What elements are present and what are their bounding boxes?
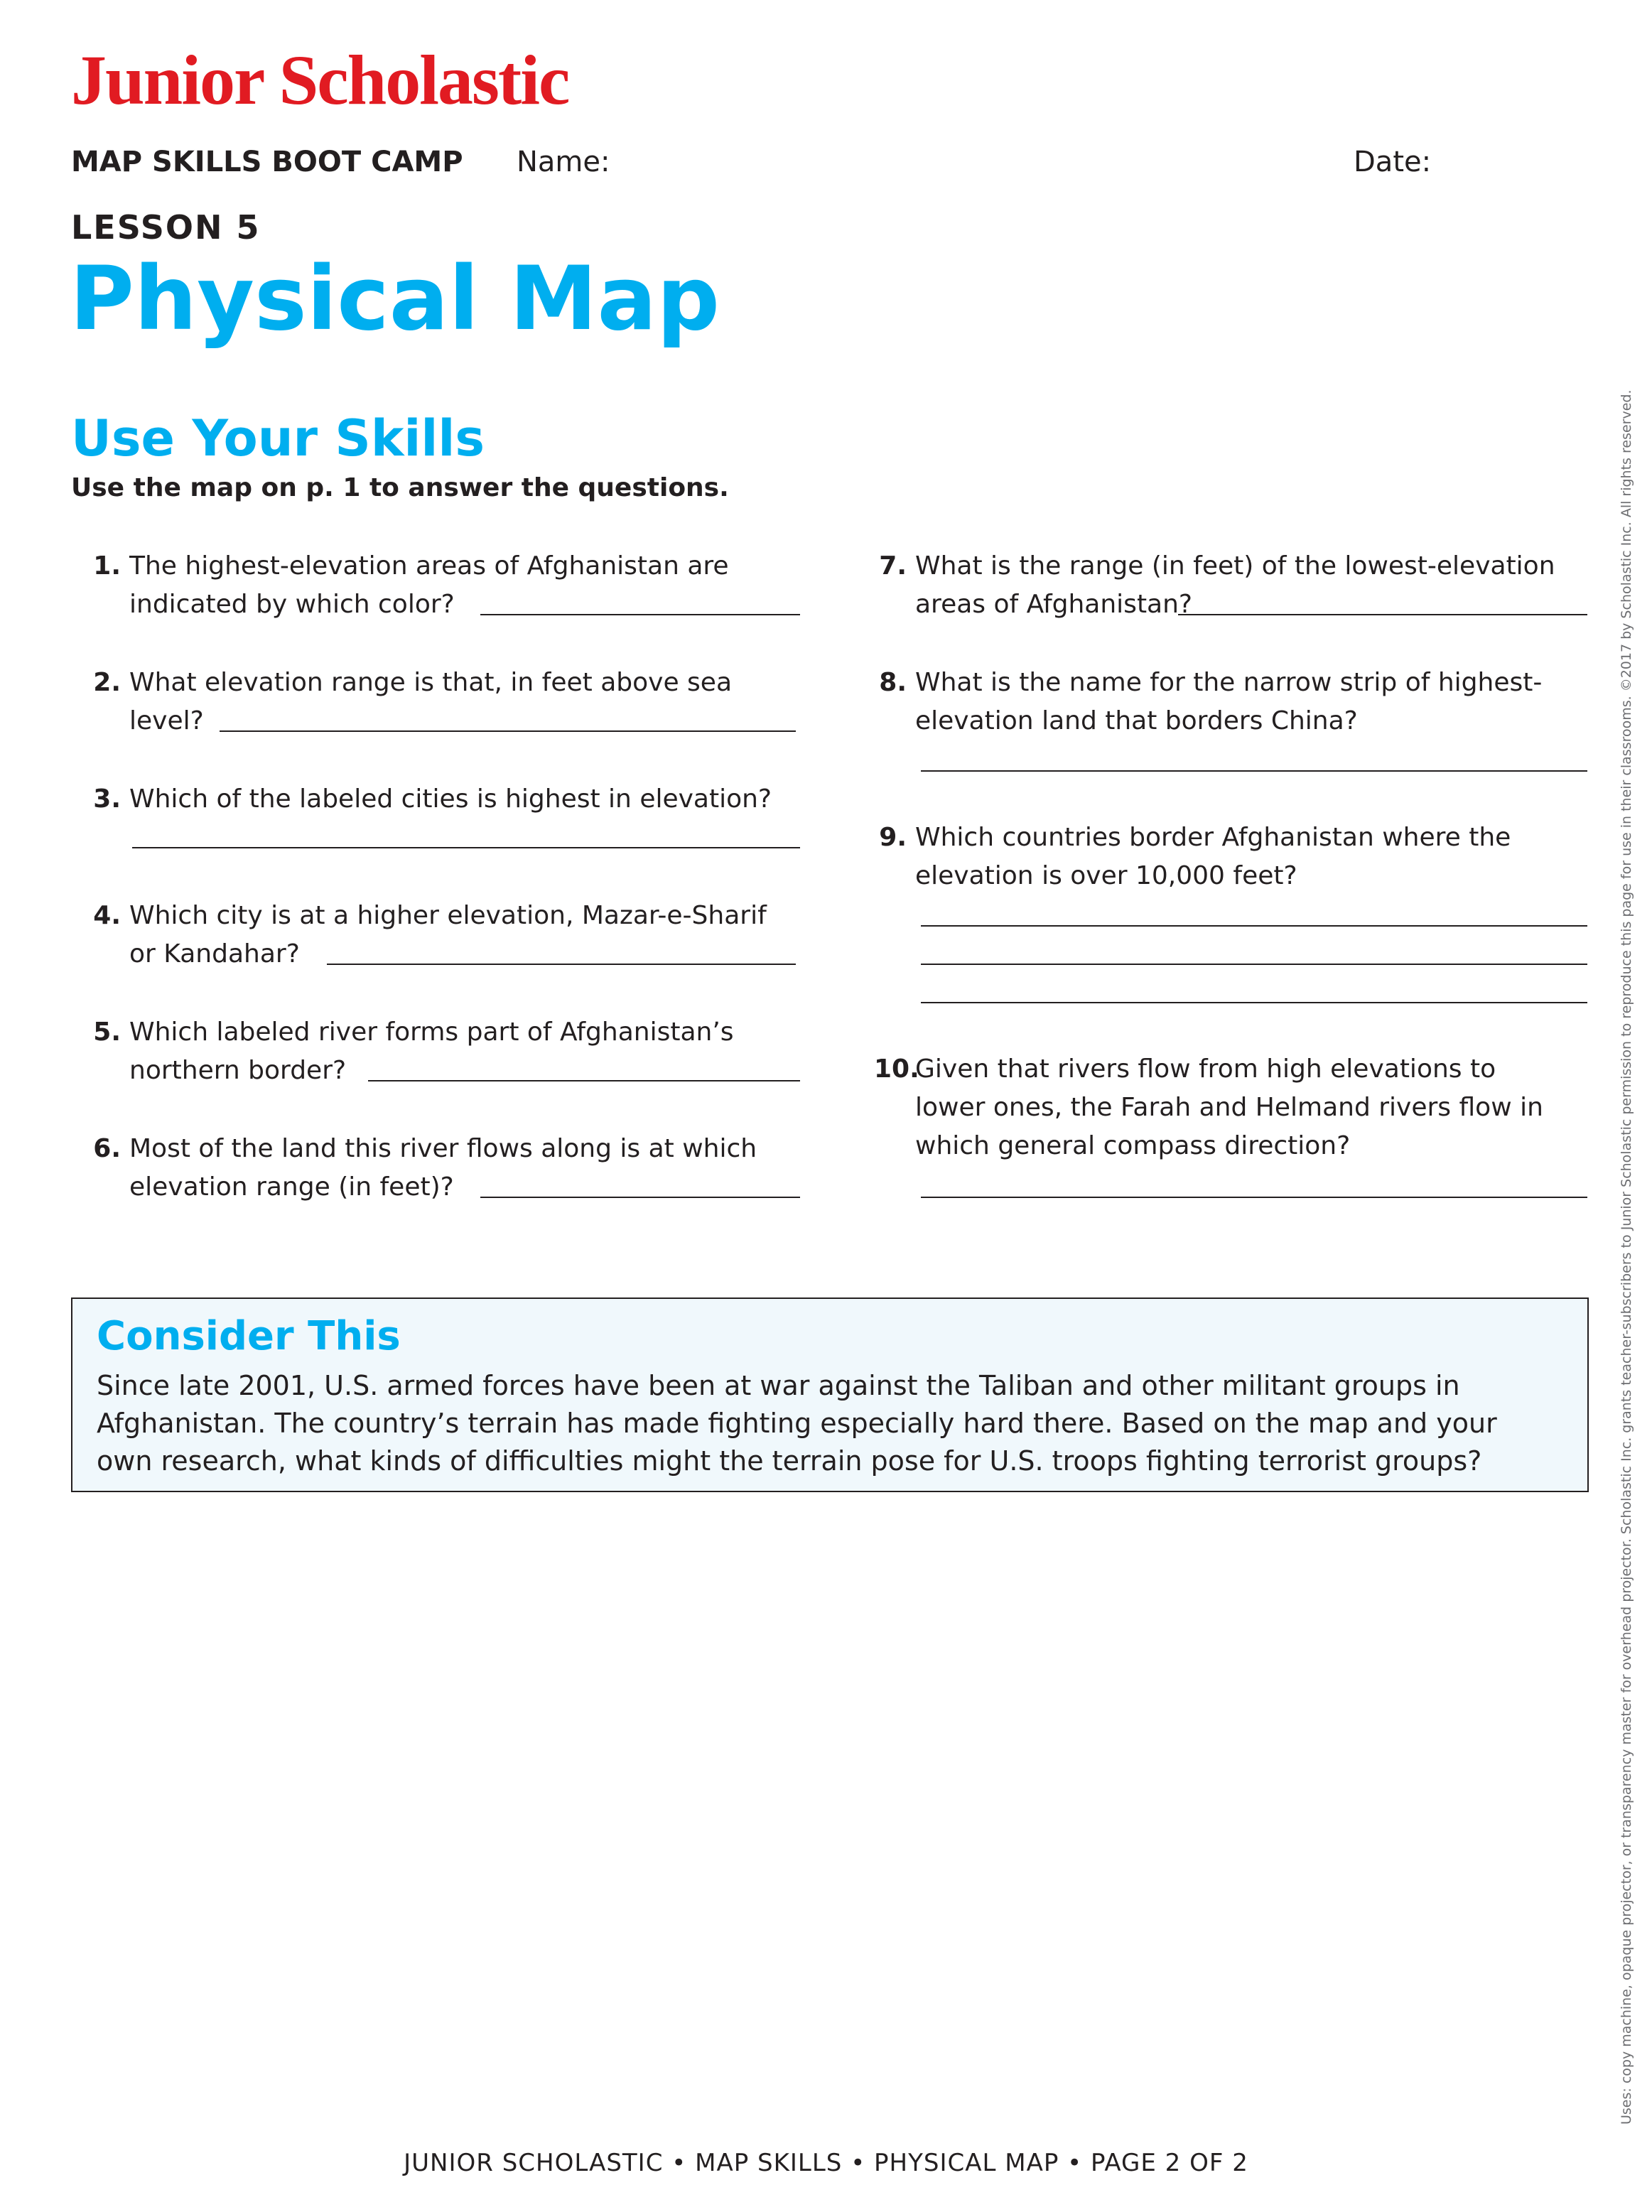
name-label: Name: xyxy=(517,146,610,178)
question-number: 2. xyxy=(93,668,121,697)
question-number: 4. xyxy=(93,901,121,930)
question-10 xyxy=(874,1050,1592,1167)
answer-line-6[interactable] xyxy=(480,1197,800,1198)
section-heading: Use Your Skills xyxy=(71,409,485,468)
question-number: 8. xyxy=(879,668,907,697)
answer-line-9b[interactable] xyxy=(921,964,1587,965)
answer-line-2[interactable] xyxy=(220,730,796,732)
question-text: indicated by which color? xyxy=(129,590,455,619)
answer-line-9c[interactable] xyxy=(921,1002,1587,1003)
question-text: elevation land that borders China? xyxy=(915,706,1358,735)
page-footer: JUNIOR SCHOLASTIC • MAP SKILLS • PHYSICAL MAP • PAGE 2 OF 2 xyxy=(404,2149,1248,2177)
answer-line-4[interactable] xyxy=(327,964,796,965)
question-text: The highest-elevation areas of Afghanistan are xyxy=(129,551,729,581)
question-text: elevation range (in feet)? xyxy=(129,1172,454,1202)
answer-line-7[interactable] xyxy=(1178,614,1587,615)
question-text: areas of Afghanistan? xyxy=(915,590,1193,619)
consider-this-box xyxy=(71,1297,1589,1492)
answer-line-3[interactable] xyxy=(132,847,800,848)
question-text: Given that rivers flow from high elevations to xyxy=(915,1054,1496,1084)
question-8 xyxy=(874,664,1592,742)
question-text: northern border? xyxy=(129,1056,347,1085)
question-text: Which labeled river forms part of Afghanistan’s xyxy=(129,1018,734,1047)
question-text: What is the range (in feet) of the lowest-elevation xyxy=(915,551,1555,581)
question-text: Most of the land this river flows along is at which xyxy=(129,1134,757,1163)
question-text: What elevation range is that, in feet above sea xyxy=(129,668,733,697)
answer-line-1[interactable] xyxy=(480,614,800,615)
consider-heading: Consider This xyxy=(97,1313,401,1359)
answer-line-8[interactable] xyxy=(921,770,1587,772)
question-text: which general compass direction? xyxy=(915,1131,1351,1160)
question-9 xyxy=(874,819,1592,897)
date-label: Date: xyxy=(1354,146,1432,178)
answer-line-5[interactable] xyxy=(368,1080,800,1081)
consider-text: Since late 2001, U.S. armed forces have been at war against the Taliban and other militant groups in Afghanistan. The country’s terrain has made fighting especially hard there. Based on the map and your own research, what kinds of difficulties might the terrain pose for U.S. troops fighting terrorist groups? xyxy=(97,1370,1497,1477)
question-text: Which city is at a higher elevation, Mazar-e-Sharif xyxy=(129,901,767,930)
question-text: What is the name for the narrow strip of highest- xyxy=(915,668,1543,697)
question-text: Which countries border Afghanistan where the xyxy=(915,823,1511,852)
question-number: 9. xyxy=(879,823,907,852)
question-number: 1. xyxy=(93,551,121,581)
answer-line-10[interactable] xyxy=(921,1197,1587,1198)
question-number: 6. xyxy=(93,1134,121,1163)
series-label: MAP SKILLS BOOT CAMP xyxy=(71,146,463,178)
instructions: Use the map on p. 1 to answer the questions. xyxy=(71,473,729,502)
question-text: lower ones, the Farah and Helmand rivers flow in xyxy=(915,1093,1543,1122)
page-title: Physical Map xyxy=(70,248,720,350)
brand-logo: Junior Scholastic xyxy=(71,41,569,119)
question-number: 3. xyxy=(93,784,121,814)
question-number: 5. xyxy=(93,1018,121,1047)
question-text: level? xyxy=(129,706,204,735)
question-text: Which of the labeled cities is highest in elevation? xyxy=(129,784,772,814)
question-number: 10. xyxy=(874,1054,919,1084)
question-number: 7. xyxy=(879,551,907,581)
question-3 xyxy=(88,780,806,820)
copyright-notice: Uses: copy machine, opaque projector, or transparency master for overhead projector. Scholastic Inc. grants teacher-subscribers to Junior Scholastic permission to reproduce this page for use in their classrooms. ©2017 by Scholastic Inc. All rights reserved. xyxy=(1619,389,1634,2125)
answer-line-9a[interactable] xyxy=(921,925,1587,927)
question-text: elevation is over 10,000 feet? xyxy=(915,861,1297,890)
lesson-label: LESSON 5 xyxy=(71,208,261,247)
question-text: or Kandahar? xyxy=(129,939,300,969)
